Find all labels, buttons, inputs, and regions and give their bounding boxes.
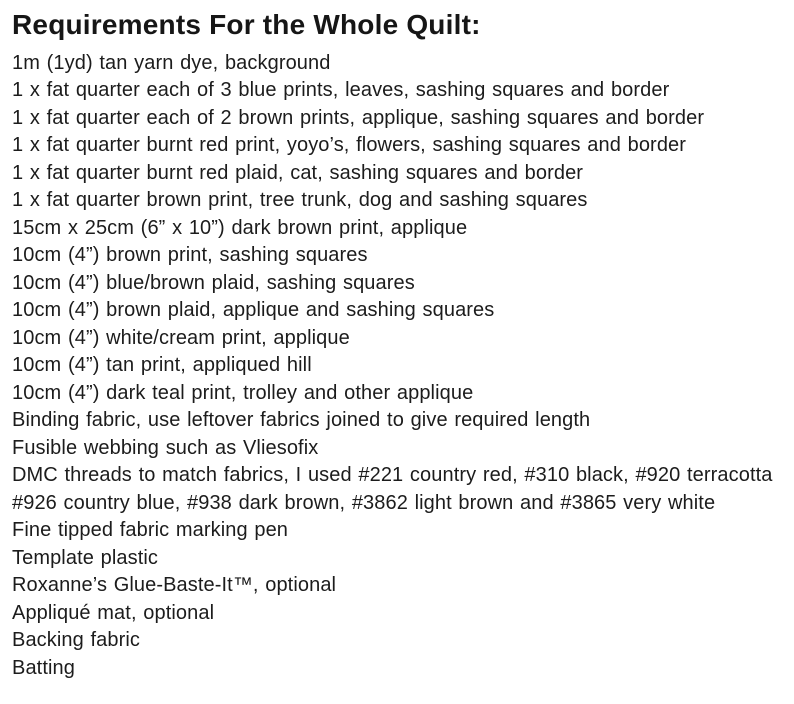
requirement-line-brown-prints: 1 x fat quarter each of 2 brown prints, applique, sashing squares and border: [12, 106, 705, 129]
requirement-line-dark-brown-print: 15cm x 25cm (6” x 10”) dark brown print, applique: [12, 216, 468, 239]
requirement-line-backing-fabric: Backing fabric: [12, 629, 141, 652]
requirement-line-binding-fabric: Binding fabric, use leftover fabrics joined to give required length: [12, 409, 591, 432]
requirement-line-brown-plaid: 10cm (4”) brown plaid, applique and sashing squares: [12, 299, 495, 322]
requirement-line-fusible-webbing: Fusible webbing such as Vliesofix: [12, 436, 319, 459]
requirement-line-background-fabric: 1m (1yd) tan yarn dye, background: [12, 51, 331, 74]
requirement-line-dark-teal-print: 10cm (4”) dark teal print, trolley and other applique: [12, 381, 474, 404]
requirement-line-brown-print-trunk: 1 x fat quarter brown print, tree trunk, dog and sashing squares: [12, 189, 588, 212]
requirement-line-batting: Batting: [12, 656, 75, 679]
requirement-line-template-plastic: Template plastic: [12, 546, 158, 569]
requirement-line-marking-pen: Fine tipped fabric marking pen: [12, 519, 289, 542]
requirement-line-white-cream-print: 10cm (4”) white/cream print, applique: [12, 326, 350, 349]
requirement-line-applique-mat: Appliqué mat, optional: [12, 601, 215, 624]
requirement-line-brown-print-sashing: 10cm (4”) brown print, sashing squares: [12, 244, 368, 267]
page-title: Requirements For the Whole Quilt:: [12, 9, 481, 40]
requirement-line-blue-prints: 1 x fat quarter each of 3 blue prints, leaves, sashing squares and border: [12, 79, 670, 102]
requirement-line-blue-brown-plaid: 10cm (4”) blue/brown plaid, sashing squares: [12, 271, 415, 294]
requirement-line-burnt-red-print: 1 x fat quarter burnt red print, yoyo’s, flowers, sashing squares and border: [12, 134, 687, 157]
requirement-line-glue-baste-it: Roxanne’s Glue-Baste-It™, optional: [12, 574, 337, 597]
requirement-line-burnt-red-plaid: 1 x fat quarter burnt red plaid, cat, sashing squares and border: [12, 161, 584, 184]
requirements-list: [12, 50, 780, 683]
requirement-line-tan-print: 10cm (4”) tan print, appliqued hill: [12, 354, 312, 377]
requirement-line-dmc-threads: DMC threads to match fabrics, I used #221 country red, #310 black, #920 terracotta #926 country blue, #938 dark brown, #3862 light brown and #3865 very white: [12, 464, 773, 514]
